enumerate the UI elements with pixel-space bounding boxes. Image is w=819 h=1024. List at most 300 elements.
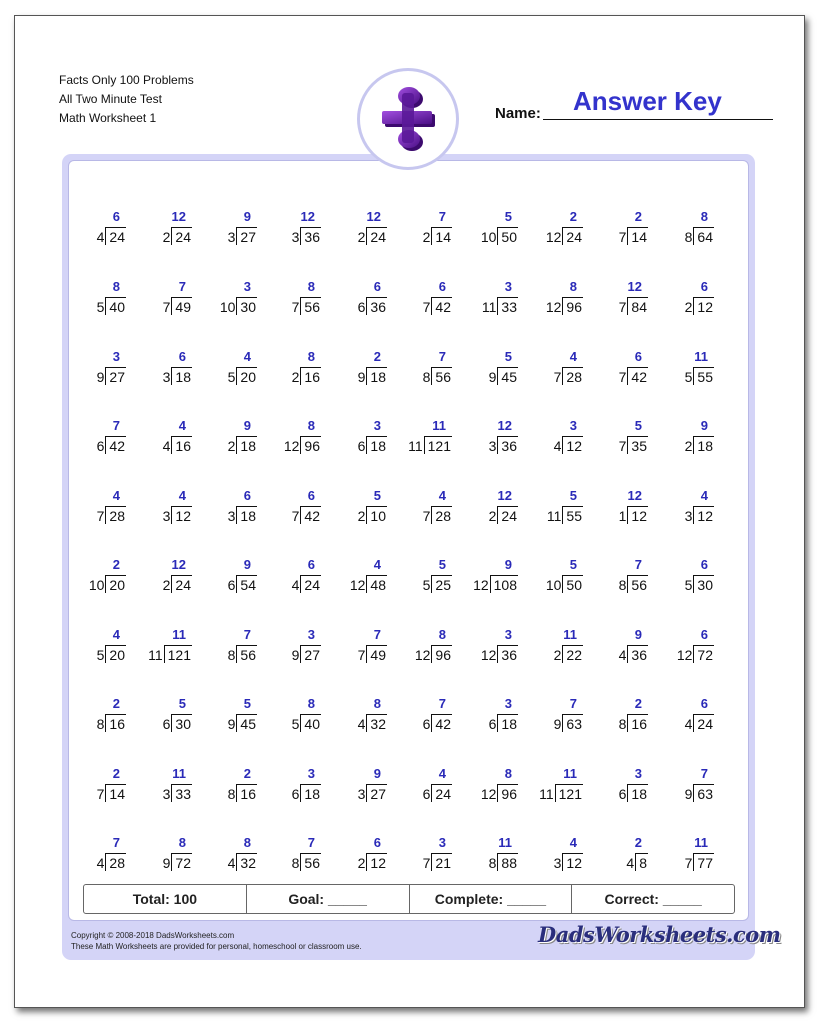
dividend: 42 (300, 506, 321, 524)
division-expression (685, 367, 714, 385)
quotient-answer: 2 (112, 696, 120, 711)
division-problem (217, 766, 257, 806)
divisor: 6 (291, 786, 300, 802)
division-problem (217, 488, 257, 528)
division-expression (415, 645, 452, 663)
quotient-answer: 8 (700, 209, 708, 224)
division-expression (358, 367, 387, 385)
dividend: 42 (431, 297, 452, 315)
division-problem (608, 488, 648, 528)
division-problem (543, 835, 583, 875)
division-expression (619, 784, 648, 802)
division-expression (97, 506, 126, 524)
dividend: 48 (366, 575, 387, 593)
division-problem (608, 766, 648, 806)
division-expression (292, 714, 321, 732)
division-expression (358, 714, 387, 732)
dividend: 8 (635, 853, 648, 871)
quotient-answer: 7 (178, 279, 186, 294)
division-problem (412, 766, 452, 806)
quotient-answer: 5 (504, 209, 512, 224)
dividend: 63 (693, 784, 714, 802)
division-expression (481, 645, 518, 663)
division-problem (543, 349, 583, 389)
dividend: 49 (171, 297, 192, 315)
dividend: 18 (300, 784, 321, 802)
dividend: 56 (627, 575, 648, 593)
divisor: 5 (422, 577, 431, 593)
divisor: 12 (283, 438, 300, 454)
problem-grid (68, 160, 749, 921)
quotient-answer: 4 (700, 488, 708, 503)
division-problem (217, 835, 257, 875)
dividend: 28 (431, 506, 452, 524)
divisor: 11 (408, 438, 423, 454)
dividend: 30 (171, 714, 192, 732)
quotient-answer: 4 (569, 835, 577, 850)
divisor: 9 (162, 855, 171, 871)
dividend: 72 (693, 645, 714, 663)
divisor: 10 (545, 577, 562, 593)
division-problem (608, 696, 648, 736)
division-expression (423, 853, 452, 871)
divisor: 10 (219, 299, 236, 315)
dividend: 25 (431, 575, 452, 593)
dividend: 27 (300, 645, 321, 663)
division-symbol-icon (364, 75, 452, 163)
quotient-answer: 9 (243, 418, 251, 433)
quotient-answer: 2 (569, 209, 577, 224)
divisor: 3 (162, 786, 171, 802)
header-line-3: Math Worksheet 1 (59, 111, 157, 125)
divisor: 10 (88, 577, 105, 593)
dividend: 16 (627, 714, 648, 732)
divisor: 12 (480, 786, 497, 802)
division-problem (478, 279, 518, 319)
division-expression (554, 714, 583, 732)
division-problem (347, 418, 387, 458)
division-expression (228, 784, 257, 802)
dividend: 24 (171, 227, 192, 245)
divisor: 8 (227, 647, 236, 663)
quotient-answer: 3 (504, 279, 512, 294)
divisor: 1 (618, 508, 627, 524)
quotient-answer: 6 (373, 279, 381, 294)
dividend: 12 (366, 853, 387, 871)
divisor: 12 (480, 647, 497, 663)
goal-field[interactable]: Goal: _____ (246, 885, 409, 913)
brand-logo: DadsWorksheets.com (538, 922, 781, 947)
division-problem (281, 627, 321, 667)
quotient-answer: 6 (700, 696, 708, 711)
dividend: 56 (236, 645, 257, 663)
division-expression (546, 297, 583, 315)
total-label: Total: 100 (132, 891, 198, 907)
division-expression (481, 784, 518, 802)
dividend: 88 (497, 853, 518, 871)
divisor: 8 (488, 855, 497, 871)
quotient-answer: 2 (634, 209, 642, 224)
divisor: 11 (546, 508, 562, 524)
division-expression (163, 436, 192, 454)
division-problem (217, 209, 257, 249)
division-problem (281, 557, 321, 597)
divisor: 4 (626, 855, 635, 871)
division-expression (554, 436, 583, 454)
dividend: 40 (300, 714, 321, 732)
dividend: 40 (105, 297, 126, 315)
quotient-answer: 5 (504, 349, 512, 364)
divisor: 7 (618, 438, 627, 454)
quotient-answer: 3 (243, 279, 251, 294)
division-problem (347, 488, 387, 528)
quotient-answer: 3 (307, 627, 315, 642)
quotient-answer: 12 (497, 488, 512, 503)
divisor: 9 (553, 716, 562, 732)
quotient-answer: 3 (504, 627, 512, 642)
division-expression (685, 575, 714, 593)
divisor: 7 (422, 299, 431, 315)
division-expression (228, 645, 257, 663)
quotient-answer: 7 (438, 209, 446, 224)
dividend: 16 (105, 714, 126, 732)
divisor: 8 (96, 716, 105, 732)
dividend: 33 (171, 784, 192, 802)
complete-field[interactable]: Complete: _____ (409, 885, 572, 913)
division-problem (478, 835, 518, 875)
quotient-answer: 8 (307, 349, 315, 364)
quotient-answer: 9 (700, 418, 708, 433)
division-expression (619, 645, 648, 663)
division-problem (347, 557, 387, 597)
quotient-answer: 3 (307, 766, 315, 781)
dividend: 55 (693, 367, 714, 385)
dividend: 121 (424, 436, 452, 454)
divisor: 7 (357, 647, 366, 663)
quotient-answer: 4 (438, 766, 446, 781)
division-problem (217, 557, 257, 597)
division-expression (358, 227, 387, 245)
divisor: 2 (227, 438, 236, 454)
dividend: 96 (497, 784, 518, 802)
quotient-answer: 9 (634, 627, 642, 642)
division-problem (412, 349, 452, 389)
division-expression (228, 436, 257, 454)
dividend: 12 (562, 436, 583, 454)
quotient-answer: 8 (307, 279, 315, 294)
quotient-answer: 6 (438, 279, 446, 294)
quotient-answer: 11 (563, 766, 577, 781)
division-problem (608, 627, 648, 667)
division-expression (97, 367, 126, 385)
division-problem (86, 835, 126, 875)
divisor: 12 (473, 577, 489, 593)
division-expression (228, 367, 257, 385)
dividend: 45 (497, 367, 518, 385)
dividend: 35 (627, 436, 648, 454)
dividend: 28 (562, 367, 583, 385)
name-field-answer-key[interactable]: Answer Key (573, 86, 722, 116)
dividend: 30 (236, 297, 257, 315)
dividend: 22 (562, 645, 583, 663)
quotient-answer: 7 (112, 418, 120, 433)
division-problem (347, 627, 387, 667)
dividend: 36 (497, 436, 518, 454)
quotient-answer: 12 (627, 488, 642, 503)
divisor: 2 (684, 299, 693, 315)
quotient-answer: 6 (307, 488, 315, 503)
divisor: 9 (684, 786, 693, 802)
division-problem (674, 557, 714, 597)
quotient-answer: 7 (112, 835, 120, 850)
score-box (83, 884, 735, 914)
quotient-answer: 2 (112, 557, 120, 572)
dividend: 24 (105, 227, 126, 245)
division-expression (685, 853, 714, 871)
division-expression (358, 436, 387, 454)
division-expression (685, 436, 714, 454)
quotient-answer: 9 (243, 557, 251, 572)
dividend: 27 (366, 784, 387, 802)
dividend: 36 (300, 227, 321, 245)
divisor: 2 (488, 508, 497, 524)
dividend: 12 (627, 506, 648, 524)
division-expression (97, 714, 126, 732)
copyright-notice (71, 930, 362, 952)
divisor: 9 (488, 369, 497, 385)
division-expression (97, 853, 126, 871)
division-problem (543, 418, 583, 458)
dividend: 36 (627, 645, 648, 663)
division-expression (489, 853, 518, 871)
division-problem (347, 835, 387, 875)
division-expression (481, 227, 518, 245)
quotient-answer: 12 (171, 209, 186, 224)
divisor: 2 (291, 369, 300, 385)
dividend: 54 (236, 575, 257, 593)
divisor: 11 (148, 647, 163, 663)
divisor: 3 (162, 508, 171, 524)
division-problem (347, 766, 387, 806)
division-expression (685, 227, 714, 245)
division-problem (674, 279, 714, 319)
division-problem (281, 349, 321, 389)
division-expression (489, 714, 518, 732)
dividend: 18 (497, 714, 518, 732)
dividend: 77 (693, 853, 714, 871)
quotient-answer: 2 (112, 766, 120, 781)
division-expression (423, 227, 452, 245)
divisor: 7 (291, 299, 300, 315)
division-expression (292, 367, 321, 385)
dividend: 16 (236, 784, 257, 802)
divisor: 8 (422, 369, 431, 385)
dividend: 21 (431, 853, 452, 871)
quotient-answer: 7 (569, 696, 577, 711)
divisor: 4 (684, 716, 693, 732)
quotient-answer: 11 (563, 627, 577, 642)
division-problem (86, 418, 126, 458)
divisor: 11 (539, 786, 554, 802)
divisor: 4 (227, 855, 236, 871)
quotient-answer: 4 (569, 349, 577, 364)
division-expression (358, 297, 387, 315)
quotient-answer: 7 (438, 696, 446, 711)
quotient-answer: 8 (438, 627, 446, 642)
division-problem (347, 209, 387, 249)
division-expression (148, 645, 192, 663)
dividend: 24 (300, 575, 321, 593)
divisor: 3 (357, 786, 366, 802)
division-problem (608, 418, 648, 458)
divisor: 11 (481, 299, 497, 315)
division-expression (97, 784, 126, 802)
division-problem (543, 209, 583, 249)
divisor: 2 (357, 508, 366, 524)
division-problem (152, 488, 192, 528)
quotient-answer: 6 (112, 209, 120, 224)
quotient-answer: 3 (438, 835, 446, 850)
division-expression (97, 436, 126, 454)
division-expression (163, 297, 192, 315)
divisor: 5 (684, 577, 693, 593)
dividend: 10 (366, 506, 387, 524)
division-problem (281, 766, 321, 806)
quotient-answer: 12 (366, 209, 381, 224)
division-expression (546, 227, 583, 245)
division-expression (685, 506, 714, 524)
divisor: 6 (488, 716, 497, 732)
quotient-answer: 9 (243, 209, 251, 224)
divisor: 4 (291, 577, 300, 593)
quotient-answer: 2 (634, 696, 642, 711)
dividend: 84 (627, 297, 648, 315)
division-problem (347, 349, 387, 389)
division-expression (489, 367, 518, 385)
dividend: 18 (627, 784, 648, 802)
divisor: 6 (227, 577, 236, 593)
division-problem (674, 835, 714, 875)
division-problem (543, 557, 583, 597)
correct-field[interactable]: Correct: _____ (571, 885, 734, 913)
divisor: 7 (422, 508, 431, 524)
divisor: 3 (684, 508, 693, 524)
division-problem (217, 627, 257, 667)
divisor: 7 (618, 369, 627, 385)
dividend: 20 (236, 367, 257, 385)
copyright-line-2: These Math Worksheets are provided for personal, homeschool or classroom use. (71, 942, 362, 951)
quotient-answer: 6 (307, 557, 315, 572)
quotient-answer: 3 (569, 418, 577, 433)
division-problem (86, 349, 126, 389)
division-expression (97, 297, 126, 315)
divisor: 6 (357, 299, 366, 315)
divisor: 6 (422, 716, 431, 732)
division-expression (423, 506, 452, 524)
division-problem (674, 627, 714, 667)
quotient-answer: 6 (700, 557, 708, 572)
division-problem (412, 557, 452, 597)
header-line-2: All Two Minute Test (59, 92, 162, 106)
division-problem (86, 488, 126, 528)
division-problem (86, 696, 126, 736)
quotient-answer: 5 (243, 696, 251, 711)
quotient-answer: 3 (112, 349, 120, 364)
division-problem (86, 279, 126, 319)
divisor: 7 (618, 229, 627, 245)
divisor: 2 (162, 577, 171, 593)
quotient-answer: 8 (112, 279, 120, 294)
quotient-answer: 11 (694, 349, 708, 364)
quotient-answer: 5 (178, 696, 186, 711)
divisor: 9 (357, 369, 366, 385)
division-problem (539, 766, 583, 806)
division-expression (163, 506, 192, 524)
divisor: 3 (227, 229, 236, 245)
divisor: 5 (96, 647, 105, 663)
quotient-answer: 6 (700, 627, 708, 642)
dividend: 72 (171, 853, 192, 871)
division-expression (292, 853, 321, 871)
division-problem (543, 279, 583, 319)
dividend: 24 (693, 714, 714, 732)
quotient-answer: 6 (373, 835, 381, 850)
division-expression (619, 227, 648, 245)
quotient-answer: 7 (438, 349, 446, 364)
divisor: 8 (618, 577, 627, 593)
quotient-answer: 4 (178, 418, 186, 433)
divisor: 3 (227, 508, 236, 524)
dividend: 27 (236, 227, 257, 245)
divisor: 2 (553, 647, 562, 663)
division-expression (97, 645, 126, 663)
quotient-answer: 11 (694, 835, 708, 850)
division-expression (685, 784, 714, 802)
copyright-line-1: Copyright © 2008-2018 DadsWorksheets.com (71, 931, 235, 940)
divisor: 10 (480, 229, 497, 245)
division-expression (89, 575, 126, 593)
division-problem (543, 488, 583, 528)
dividend: 42 (431, 714, 452, 732)
dividend: 28 (105, 853, 126, 871)
division-problem (674, 696, 714, 736)
division-expression (292, 645, 321, 663)
quotient-answer: 12 (171, 557, 186, 572)
division-problem (152, 696, 192, 736)
divisor: 7 (553, 369, 562, 385)
division-problem (148, 627, 192, 667)
problem-panel (62, 154, 755, 960)
divisor: 12 (545, 299, 562, 315)
division-expression (358, 506, 387, 524)
dividend: 24 (431, 784, 452, 802)
division-problem (608, 835, 648, 875)
quotient-answer: 5 (373, 488, 381, 503)
dividend: 27 (105, 367, 126, 385)
division-expression (284, 436, 321, 454)
division-problem (478, 209, 518, 249)
divisor: 2 (422, 229, 431, 245)
division-problem (86, 209, 126, 249)
quotient-answer: 7 (243, 627, 251, 642)
division-problem (86, 557, 126, 597)
dividend: 16 (300, 367, 321, 385)
quotient-answer: 7 (373, 627, 381, 642)
dividend: 50 (497, 227, 518, 245)
divisor: 6 (357, 438, 366, 454)
division-problem (86, 766, 126, 806)
division-expression (163, 367, 192, 385)
